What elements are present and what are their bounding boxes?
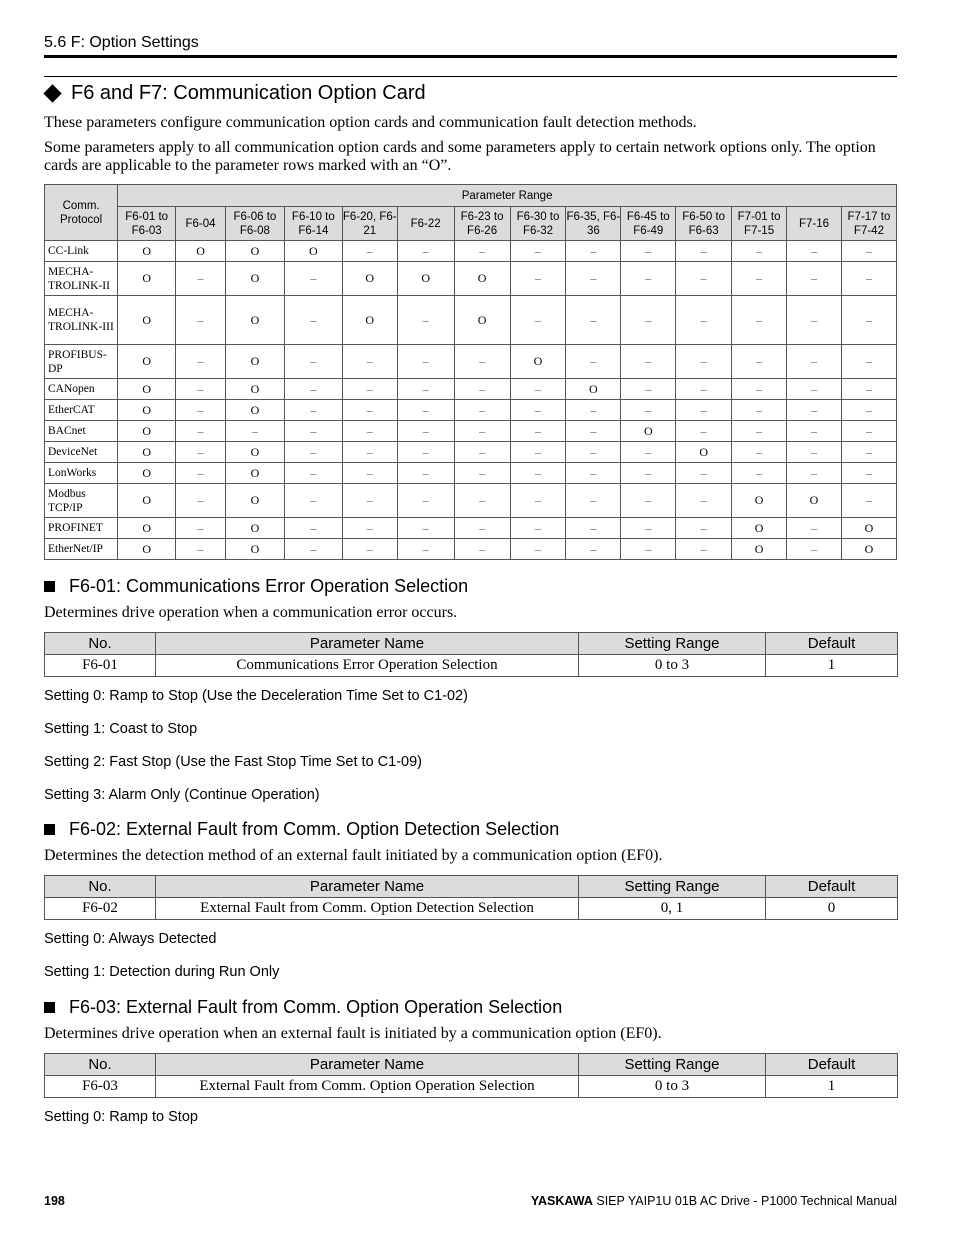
applicability-cell: – <box>732 442 787 463</box>
f6-02-setting-0: Setting 0: Always Detected <box>44 931 217 947</box>
applicability-cell: – <box>732 379 787 400</box>
applicability-cell: O <box>732 484 787 518</box>
applicability-cell: – <box>676 345 732 379</box>
param-range: 0 to 3 <box>579 655 766 677</box>
applicability-cell: O <box>118 484 176 518</box>
f6-02-description: Determines the detection method of an external fault initiated by a communication option (EF0). <box>44 847 663 864</box>
applicability-cell: – <box>787 262 842 296</box>
applicability-cell: O <box>176 241 226 262</box>
param-default: 1 <box>766 1076 898 1098</box>
applicability-cell: – <box>621 400 676 421</box>
applicability-cell: – <box>787 442 842 463</box>
header-rule <box>44 55 897 58</box>
square-bullet-icon <box>44 1002 55 1013</box>
applicability-cell: – <box>841 463 896 484</box>
applicability-cell: O <box>118 345 176 379</box>
protocol-row <box>45 539 897 560</box>
applicability-cell: – <box>787 345 842 379</box>
applicability-cell: – <box>454 442 510 463</box>
applicability-cell: – <box>176 484 226 518</box>
param-name: Communications Error Operation Selection <box>156 655 579 677</box>
protocol-row <box>45 518 897 539</box>
main-title: F6 and F7: Communication Option Card <box>71 82 426 104</box>
f6-01-setting-2: Setting 2: Fast Stop (Use the Fast Stop Time Set to C1-09) <box>44 754 422 770</box>
applicability-cell: – <box>510 400 566 421</box>
applicability-cell: – <box>284 442 342 463</box>
applicability-cell: – <box>342 518 397 539</box>
protocol-name: DeviceNet <box>45 442 118 463</box>
range-column-header: F6-01 to F6-03 <box>118 207 176 241</box>
applicability-cell: O <box>118 518 176 539</box>
applicability-cell: – <box>787 400 842 421</box>
range-column-header: F7-17 to F7-42 <box>841 207 896 241</box>
applicability-cell: – <box>397 421 454 442</box>
applicability-cell: O <box>118 241 176 262</box>
footer-text: SIEP YAIP1U 01B AC Drive - P1000 Technical Manual <box>592 1194 897 1208</box>
applicability-cell: O <box>118 539 176 560</box>
protocol-name: Modbus TCP/IP <box>45 484 118 518</box>
square-bullet-icon <box>44 824 55 835</box>
range-column-header: F6-22 <box>397 207 454 241</box>
applicability-cell: – <box>284 262 342 296</box>
applicability-cell: – <box>787 296 842 345</box>
f6-01-setting-0: Setting 0: Ramp to Stop (Use the Deceleration Time Set to C1-02) <box>44 688 468 704</box>
applicability-cell: O <box>118 442 176 463</box>
f6-02-parameter-table <box>44 875 898 920</box>
applicability-cell: – <box>510 262 566 296</box>
protocol-name: PROFIBUS-DP <box>45 345 118 379</box>
range-column-header: F6-50 to F6-63 <box>676 207 732 241</box>
applicability-cell: – <box>397 296 454 345</box>
applicability-cell: – <box>732 262 787 296</box>
applicability-cell: O <box>225 241 284 262</box>
applicability-cell: – <box>676 379 732 400</box>
applicability-cell: – <box>676 241 732 262</box>
protocol-row <box>45 421 897 442</box>
col-no-header: No. <box>45 633 156 655</box>
applicability-cell: – <box>732 241 787 262</box>
applicability-cell: O <box>118 421 176 442</box>
applicability-cell: – <box>284 484 342 518</box>
applicability-cell: O <box>225 442 284 463</box>
range-column-header: F6-04 <box>176 207 226 241</box>
param-name: External Fault from Comm. Option Detection Selection <box>156 898 579 920</box>
applicability-cell: – <box>676 400 732 421</box>
intro-paragraph-2: Some parameters apply to all communication option cards and some parameters apply to certain network options only. The option cards are applicable to the parameter rows marked with an “O”. <box>44 139 876 174</box>
section-header: 5.6 F: Option Settings <box>44 34 199 51</box>
param-default: 1 <box>766 655 898 677</box>
applicability-cell: – <box>284 421 342 442</box>
param-default: 0 <box>766 898 898 920</box>
applicability-cell: – <box>284 296 342 345</box>
range-column-header: F6-45 to F6-49 <box>621 207 676 241</box>
comm-protocol-header: Comm. Protocol <box>45 185 118 241</box>
applicability-cell: – <box>566 262 621 296</box>
param-name: External Fault from Comm. Option Operation Selection <box>156 1076 579 1098</box>
range-column-header: F7-16 <box>787 207 842 241</box>
applicability-cell: O <box>342 262 397 296</box>
protocol-name: CC-Link <box>45 241 118 262</box>
range-column-header: F7-01 to F7-15 <box>732 207 787 241</box>
applicability-cell: O <box>676 442 732 463</box>
applicability-cell: – <box>676 296 732 345</box>
protocol-name: CANopen <box>45 379 118 400</box>
applicability-cell: – <box>621 345 676 379</box>
applicability-cell: – <box>342 241 397 262</box>
applicability-cell: – <box>342 400 397 421</box>
applicability-cell: – <box>841 400 896 421</box>
applicability-cell: – <box>176 539 226 560</box>
applicability-cell: – <box>676 463 732 484</box>
applicability-cell: O <box>225 484 284 518</box>
applicability-cell: – <box>787 539 842 560</box>
applicability-cell: – <box>397 379 454 400</box>
applicability-cell: O <box>225 463 284 484</box>
applicability-cell: – <box>732 400 787 421</box>
applicability-cell: – <box>454 421 510 442</box>
applicability-cell: – <box>397 518 454 539</box>
applicability-cell: – <box>342 442 397 463</box>
applicability-cell: O <box>118 400 176 421</box>
col-default-header: Default <box>766 1054 898 1076</box>
section-f6-01-title: F6-01: Communications Error Operation Selection <box>69 576 469 596</box>
applicability-cell: – <box>566 296 621 345</box>
col-name-header: Parameter Name <box>156 876 579 898</box>
applicability-cell: – <box>787 421 842 442</box>
section-f6-03-heading <box>44 997 562 1018</box>
applicability-cell: – <box>454 241 510 262</box>
applicability-cell: – <box>454 379 510 400</box>
applicability-cell: – <box>621 262 676 296</box>
page-number: 198 <box>44 1194 65 1208</box>
applicability-cell: O <box>342 296 397 345</box>
applicability-cell: – <box>510 539 566 560</box>
applicability-cell: – <box>566 518 621 539</box>
applicability-cell: – <box>176 379 226 400</box>
protocol-row <box>45 262 897 296</box>
applicability-cell: – <box>566 442 621 463</box>
applicability-cell: – <box>841 262 896 296</box>
applicability-cell: – <box>176 262 226 296</box>
main-title-row <box>44 82 426 105</box>
protocol-name: LonWorks <box>45 463 118 484</box>
f6-03-setting-0: Setting 0: Ramp to Stop <box>44 1109 198 1125</box>
param-range: 0 to 3 <box>579 1076 766 1098</box>
f6-01-parameter-table <box>44 632 898 677</box>
applicability-cell: – <box>342 379 397 400</box>
applicability-cell: – <box>510 379 566 400</box>
applicability-cell: – <box>454 518 510 539</box>
protocol-row <box>45 484 897 518</box>
applicability-cell: – <box>342 539 397 560</box>
applicability-cell: – <box>397 400 454 421</box>
applicability-cell: – <box>342 345 397 379</box>
applicability-cell: – <box>621 442 676 463</box>
protocol-row <box>45 296 897 345</box>
f6-01-setting-1: Setting 1: Coast to Stop <box>44 721 198 737</box>
applicability-cell: – <box>841 421 896 442</box>
applicability-cell: – <box>454 345 510 379</box>
applicability-cell: – <box>510 421 566 442</box>
square-bullet-icon <box>44 581 55 592</box>
applicability-cell: – <box>841 345 896 379</box>
range-column-header: F6-10 to F6-14 <box>284 207 342 241</box>
col-default-header: Default <box>766 876 898 898</box>
applicability-cell: – <box>732 421 787 442</box>
diamond-bullet-icon <box>43 84 61 102</box>
applicability-cell: – <box>454 539 510 560</box>
applicability-cell: – <box>284 345 342 379</box>
applicability-cell: – <box>176 421 226 442</box>
col-name-header: Parameter Name <box>156 1054 579 1076</box>
applicability-cell: – <box>510 518 566 539</box>
applicability-cell: – <box>454 484 510 518</box>
applicability-cell: – <box>676 518 732 539</box>
param-no: F6-02 <box>45 898 156 920</box>
applicability-cell: – <box>566 241 621 262</box>
applicability-cell: – <box>621 539 676 560</box>
param-range: 0, 1 <box>579 898 766 920</box>
applicability-cell: – <box>397 539 454 560</box>
applicability-cell: – <box>841 241 896 262</box>
applicability-cell: – <box>676 484 732 518</box>
protocol-name: EtherCAT <box>45 400 118 421</box>
applicability-cell: – <box>284 539 342 560</box>
applicability-cell: O <box>841 539 896 560</box>
applicability-cell: – <box>284 518 342 539</box>
applicability-cell: O <box>225 518 284 539</box>
applicability-cell: – <box>454 400 510 421</box>
applicability-cell: O <box>454 262 510 296</box>
option-applicability-table <box>44 184 897 560</box>
applicability-cell: – <box>510 296 566 345</box>
applicability-cell: – <box>566 484 621 518</box>
f6-02-setting-1: Setting 1: Detection during Run Only <box>44 964 280 980</box>
applicability-cell: – <box>621 518 676 539</box>
applicability-cell: O <box>118 262 176 296</box>
section-f6-02-heading <box>44 819 559 840</box>
applicability-cell: – <box>787 379 842 400</box>
applicability-cell: – <box>342 421 397 442</box>
protocol-row <box>45 463 897 484</box>
col-default-header: Default <box>766 633 898 655</box>
applicability-cell: – <box>841 379 896 400</box>
applicability-cell: – <box>342 463 397 484</box>
applicability-cell: O <box>225 262 284 296</box>
col-range-header: Setting Range <box>579 876 766 898</box>
col-no-header: No. <box>45 876 156 898</box>
range-column-header: F6-20, F6-21 <box>342 207 397 241</box>
protocol-name: BACnet <box>45 421 118 442</box>
applicability-cell: O <box>841 518 896 539</box>
section-f6-03-title: F6-03: External Fault from Comm. Option Operation Selection <box>69 997 563 1017</box>
header-rule-thin <box>44 76 897 77</box>
applicability-cell: O <box>225 379 284 400</box>
applicability-cell: – <box>566 421 621 442</box>
applicability-cell: O <box>118 463 176 484</box>
applicability-cell: O <box>225 400 284 421</box>
param-no: F6-03 <box>45 1076 156 1098</box>
applicability-cell: – <box>566 463 621 484</box>
applicability-cell: – <box>397 345 454 379</box>
applicability-cell: – <box>841 296 896 345</box>
applicability-cell: O <box>454 296 510 345</box>
applicability-cell: – <box>566 400 621 421</box>
applicability-cell: – <box>621 463 676 484</box>
applicability-cell: – <box>621 241 676 262</box>
footer-manual-title <box>531 1194 897 1208</box>
applicability-cell: O <box>566 379 621 400</box>
applicability-cell: O <box>621 421 676 442</box>
protocol-name: EtherNet/IP <box>45 539 118 560</box>
section-f6-01-heading <box>44 576 468 597</box>
applicability-cell: – <box>176 345 226 379</box>
applicability-cell: – <box>176 296 226 345</box>
applicability-cell: – <box>510 484 566 518</box>
applicability-cell: – <box>787 463 842 484</box>
applicability-cell: – <box>732 345 787 379</box>
section-f6-02-title: F6-02: External Fault from Comm. Option Detection Selection <box>69 819 560 839</box>
applicability-cell: – <box>841 484 896 518</box>
applicability-cell: – <box>176 442 226 463</box>
applicability-cell: – <box>397 463 454 484</box>
applicability-cell: – <box>397 241 454 262</box>
applicability-cell: – <box>676 539 732 560</box>
col-name-header: Parameter Name <box>156 633 579 655</box>
protocol-row <box>45 379 897 400</box>
parameter-range-header: Parameter Range <box>118 185 897 207</box>
applicability-cell: – <box>284 463 342 484</box>
applicability-cell: – <box>841 442 896 463</box>
applicability-cell: – <box>510 241 566 262</box>
applicability-cell: – <box>397 442 454 463</box>
protocol-name: MECHA-TROLINK-III <box>45 296 118 345</box>
applicability-cell: O <box>225 296 284 345</box>
col-range-header: Setting Range <box>579 633 766 655</box>
applicability-cell: O <box>118 379 176 400</box>
f6-01-description: Determines drive operation when a communication error occurs. <box>44 604 458 621</box>
applicability-cell: O <box>225 539 284 560</box>
f6-03-description: Determines drive operation when an external fault is initiated by a communication option (EF0). <box>44 1025 662 1042</box>
applicability-cell: O <box>732 539 787 560</box>
applicability-cell: – <box>732 463 787 484</box>
applicability-cell: O <box>397 262 454 296</box>
protocol-row <box>45 345 897 379</box>
protocol-row <box>45 241 897 262</box>
applicability-cell: – <box>284 400 342 421</box>
param-no: F6-01 <box>45 655 156 677</box>
applicability-cell: – <box>284 379 342 400</box>
applicability-cell: O <box>225 345 284 379</box>
applicability-cell: – <box>676 262 732 296</box>
col-no-header: No. <box>45 1054 156 1076</box>
intro-paragraph-1: These parameters configure communication option cards and communication fault detection methods. <box>44 114 697 131</box>
applicability-cell: – <box>225 421 284 442</box>
applicability-cell: – <box>176 518 226 539</box>
range-column-header: F6-30 to F6-32 <box>510 207 566 241</box>
applicability-cell: O <box>787 484 842 518</box>
footer-brand: YASKAWA <box>530 1194 593 1208</box>
applicability-cell: – <box>676 421 732 442</box>
applicability-cell: – <box>176 400 226 421</box>
protocol-row <box>45 442 897 463</box>
protocol-name: PROFINET <box>45 518 118 539</box>
applicability-cell: – <box>510 463 566 484</box>
f6-03-parameter-table <box>44 1053 898 1098</box>
applicability-cell: – <box>454 463 510 484</box>
applicability-cell: – <box>342 484 397 518</box>
applicability-cell: – <box>510 442 566 463</box>
range-column-header: F6-06 to F6-08 <box>225 207 284 241</box>
applicability-cell: – <box>621 379 676 400</box>
applicability-cell: O <box>732 518 787 539</box>
applicability-cell: – <box>787 241 842 262</box>
applicability-cell: O <box>118 296 176 345</box>
f6-01-setting-3: Setting 3: Alarm Only (Continue Operation) <box>44 787 320 803</box>
protocol-name: MECHA-TROLINK-II <box>45 262 118 296</box>
applicability-cell: – <box>176 463 226 484</box>
applicability-cell: – <box>732 296 787 345</box>
col-range-header: Setting Range <box>579 1054 766 1076</box>
applicability-cell: – <box>621 484 676 518</box>
applicability-cell: – <box>787 518 842 539</box>
range-column-header: F6-35, F6-36 <box>566 207 621 241</box>
applicability-cell: O <box>284 241 342 262</box>
range-column-header: F6-23 to F6-26 <box>454 207 510 241</box>
applicability-cell: – <box>566 539 621 560</box>
protocol-row <box>45 400 897 421</box>
applicability-cell: – <box>566 345 621 379</box>
applicability-cell: – <box>397 484 454 518</box>
applicability-cell: – <box>621 296 676 345</box>
applicability-cell: O <box>510 345 566 379</box>
